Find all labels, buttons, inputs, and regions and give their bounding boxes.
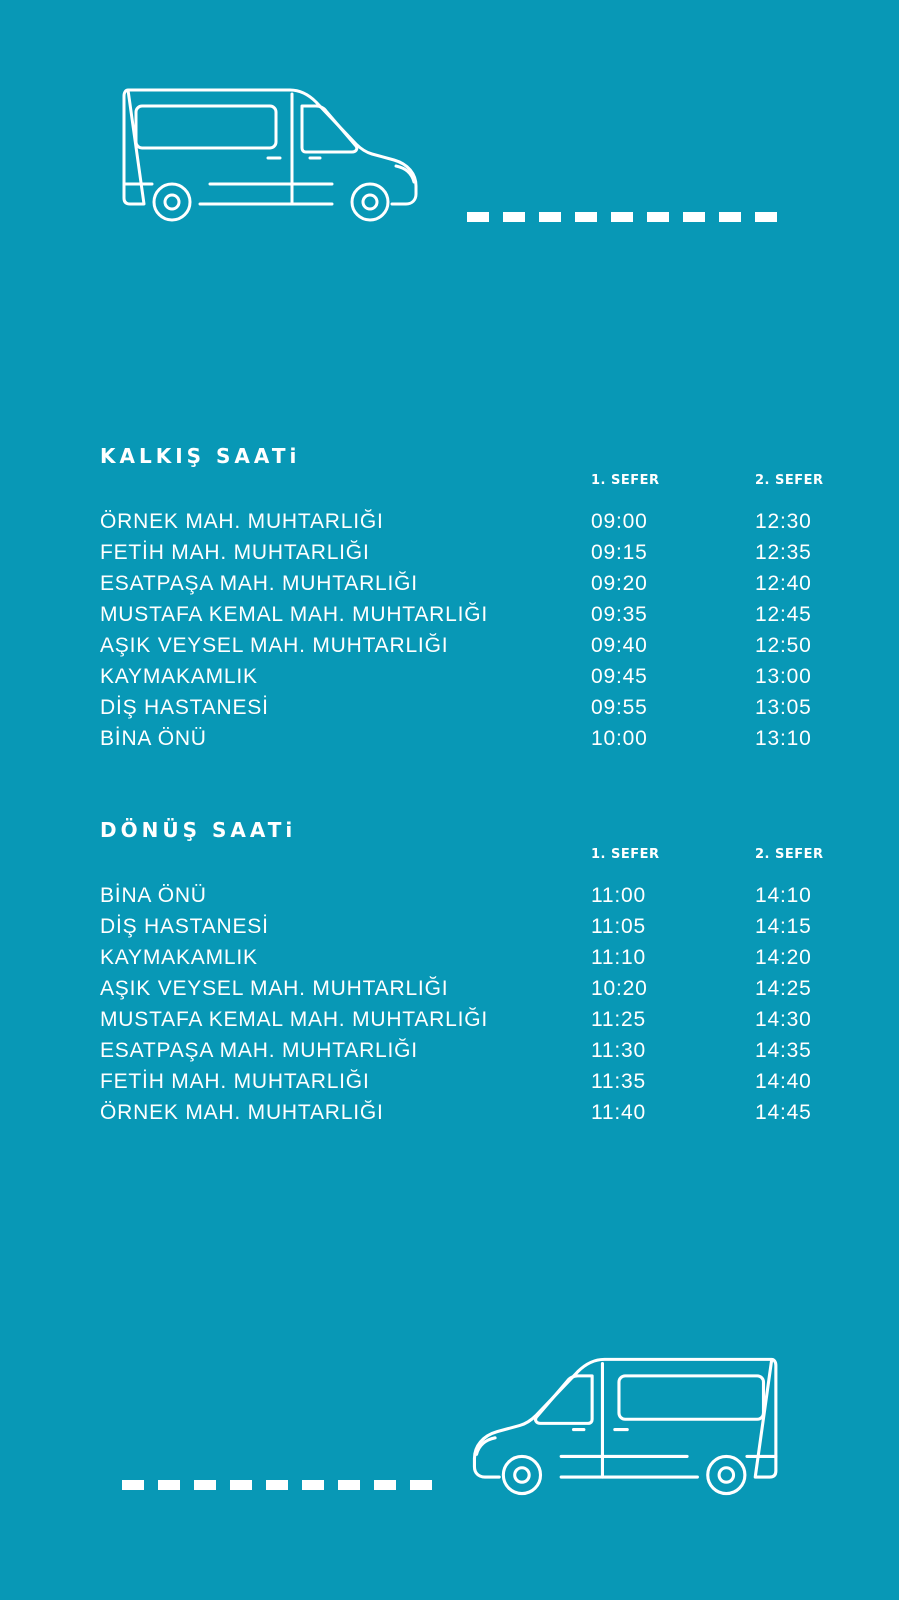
second-trip-time: 12:45 <box>755 603 812 626</box>
schedule-row <box>100 568 840 599</box>
first-trip-time: 11:30 <box>591 1039 646 1062</box>
stop-name: KAYMAKAMLIK <box>100 665 258 688</box>
return-column-headers <box>100 846 840 864</box>
first-trip-time: 11:05 <box>591 915 646 938</box>
schedule-row <box>100 537 840 568</box>
stop-name: ESATPAŞA MAH. MUHTARLIĞI <box>100 572 418 595</box>
schedule-row <box>100 1004 840 1035</box>
road-dash <box>266 1480 288 1490</box>
departure-rows <box>100 506 840 754</box>
second-trip-time: 14:35 <box>755 1039 812 1062</box>
second-trip-time: 14:25 <box>755 977 812 1000</box>
second-trip-time: 12:50 <box>755 634 812 657</box>
stop-name: ÖRNEK MAH. MUHTARLIĞI <box>100 1101 384 1124</box>
column-header-first-trip: 1. SEFER <box>591 473 660 488</box>
return-schedule <box>100 818 840 1128</box>
return-title: DÖNÜŞ SAATi <box>100 818 297 842</box>
second-trip-time: 14:40 <box>755 1070 812 1093</box>
stop-name: DİŞ HASTANESİ <box>100 915 269 938</box>
first-trip-time: 11:35 <box>591 1070 646 1093</box>
schedule-row <box>100 973 840 1004</box>
road-dash <box>158 1480 180 1490</box>
schedule-row <box>100 1097 840 1128</box>
departure-schedule <box>100 444 840 754</box>
first-trip-time: 09:35 <box>591 603 648 626</box>
departure-column-headers <box>100 472 840 490</box>
road-dash <box>719 212 741 222</box>
stop-name: AŞIK VEYSEL MAH. MUHTARLIĞI <box>100 977 449 1000</box>
stop-name: DİŞ HASTANESİ <box>100 696 269 719</box>
stop-name: MUSTAFA KEMAL MAH. MUHTARLIĞI <box>100 1008 489 1031</box>
first-trip-time: 09:45 <box>591 665 648 688</box>
schedule-row <box>100 723 840 754</box>
schedule-row <box>100 1035 840 1066</box>
van-icon <box>120 86 430 226</box>
first-trip-time: 11:10 <box>591 946 646 969</box>
departure-title: KALKIŞ SAATi <box>100 444 301 468</box>
road-dashes <box>122 1480 432 1490</box>
van-icon <box>460 1355 780 1500</box>
road-dashes <box>467 212 777 222</box>
road-dash <box>503 212 525 222</box>
road-dash <box>122 1480 144 1490</box>
second-trip-time: 14:30 <box>755 1008 812 1031</box>
schedule-row <box>100 911 840 942</box>
road-dash <box>611 212 633 222</box>
schedule-row <box>100 661 840 692</box>
stop-name: MUSTAFA KEMAL MAH. MUHTARLIĞI <box>100 603 489 626</box>
road-dash <box>575 212 597 222</box>
stop-name: ÖRNEK MAH. MUHTARLIĞI <box>100 510 384 533</box>
first-trip-time: 11:00 <box>591 884 646 907</box>
second-trip-time: 13:00 <box>755 665 812 688</box>
first-trip-time: 09:00 <box>591 510 648 533</box>
second-trip-time: 12:35 <box>755 541 812 564</box>
road-dash <box>647 212 669 222</box>
schedule-row <box>100 506 840 537</box>
first-trip-time: 09:40 <box>591 634 648 657</box>
schedule-row <box>100 880 840 911</box>
second-trip-time: 14:10 <box>755 884 812 907</box>
road-dash <box>338 1480 360 1490</box>
first-trip-time: 09:15 <box>591 541 648 564</box>
road-dash <box>755 212 777 222</box>
road-dash <box>467 212 489 222</box>
road-dash <box>374 1480 396 1490</box>
second-trip-time: 13:10 <box>755 727 812 750</box>
road-dash <box>230 1480 252 1490</box>
schedule-row <box>100 942 840 973</box>
second-trip-time: 14:45 <box>755 1101 812 1124</box>
stop-name: AŞIK VEYSEL MAH. MUHTARLIĞI <box>100 634 449 657</box>
road-dash <box>539 212 561 222</box>
schedule-row <box>100 692 840 723</box>
second-trip-time: 13:05 <box>755 696 812 719</box>
road-dash <box>683 212 705 222</box>
schedule-row <box>100 1066 840 1097</box>
schedule-row <box>100 630 840 661</box>
column-header-second-trip: 2. SEFER <box>755 847 824 862</box>
second-trip-time: 14:15 <box>755 915 812 938</box>
first-trip-time: 10:20 <box>591 977 648 1000</box>
first-trip-time: 11:40 <box>591 1101 646 1124</box>
second-trip-time: 14:20 <box>755 946 812 969</box>
first-trip-time: 09:55 <box>591 696 648 719</box>
schedule-row <box>100 599 840 630</box>
first-trip-time: 11:25 <box>591 1008 646 1031</box>
column-header-second-trip: 2. SEFER <box>755 473 824 488</box>
road-dash <box>302 1480 324 1490</box>
stop-name: FETİH MAH. MUHTARLIĞI <box>100 1070 370 1093</box>
stop-name: ESATPAŞA MAH. MUHTARLIĞI <box>100 1039 418 1062</box>
first-trip-time: 09:20 <box>591 572 648 595</box>
second-trip-time: 12:30 <box>755 510 812 533</box>
first-trip-time: 10:00 <box>591 727 648 750</box>
stop-name: BİNA ÖNÜ <box>100 884 207 907</box>
stop-name: FETİH MAH. MUHTARLIĞI <box>100 541 370 564</box>
road-dash <box>194 1480 216 1490</box>
stop-name: KAYMAKAMLIK <box>100 946 258 969</box>
column-header-first-trip: 1. SEFER <box>591 847 660 862</box>
second-trip-time: 12:40 <box>755 572 812 595</box>
return-rows <box>100 880 840 1128</box>
road-dash <box>410 1480 432 1490</box>
stop-name: BİNA ÖNÜ <box>100 727 207 750</box>
